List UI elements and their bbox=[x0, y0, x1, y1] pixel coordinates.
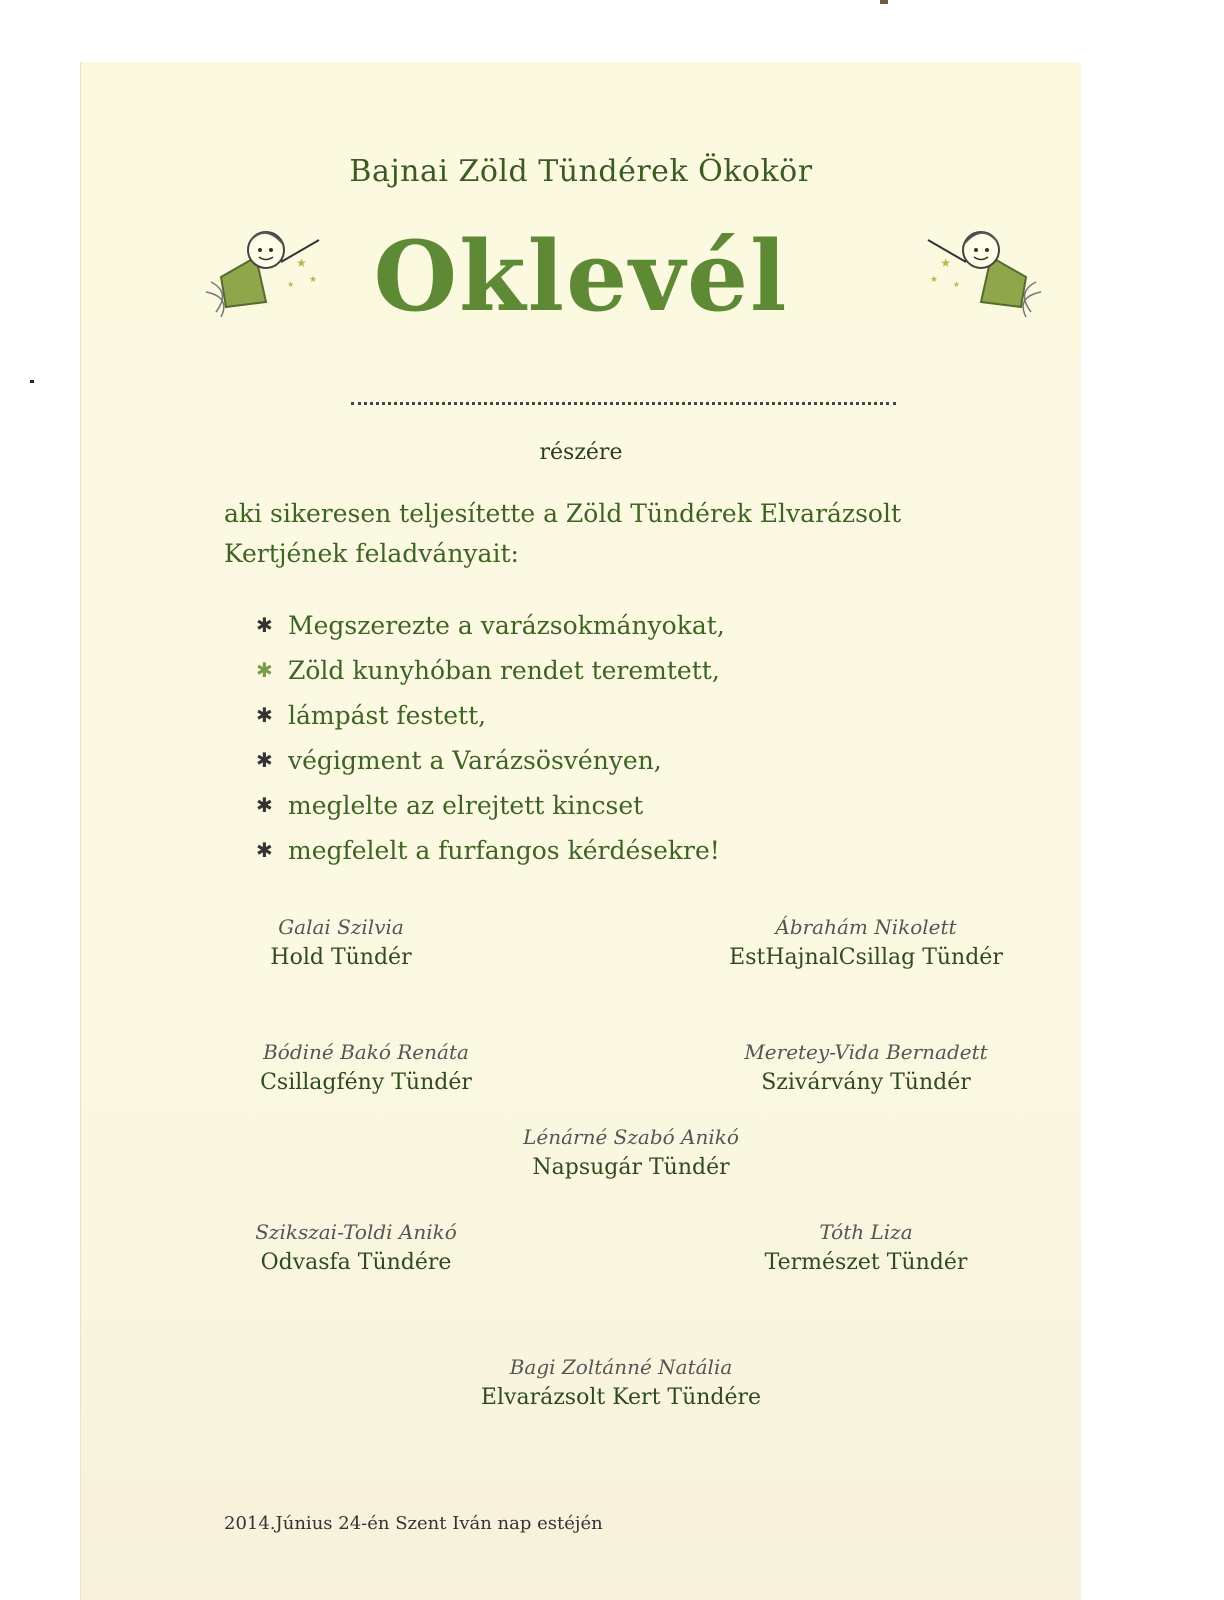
signer-role: Természet Tündér bbox=[764, 1250, 968, 1275]
signer-role: EstHajnalCsillag Tündér bbox=[729, 945, 1003, 970]
asterisk-icon: ✱ bbox=[256, 838, 273, 862]
certificate-sheet bbox=[80, 62, 1081, 1600]
list-item: ✱ Megszerezte a varázsokmányokat, bbox=[256, 603, 956, 648]
asterisk-icon: ✱ bbox=[256, 748, 273, 772]
task-list bbox=[256, 603, 956, 873]
handwritten-signature: Galai Szilvia bbox=[278, 915, 404, 939]
handwritten-signature: Lénárné Szabó Anikó bbox=[523, 1125, 739, 1149]
recipient-name-line bbox=[351, 402, 896, 405]
svg-text:★: ★ bbox=[940, 256, 951, 270]
signer-role: Hold Tündér bbox=[270, 945, 412, 970]
signature-block bbox=[216, 1037, 516, 1099]
signature-block bbox=[456, 1352, 786, 1414]
svg-text:★: ★ bbox=[309, 275, 318, 285]
list-item: ✱ végigment a Varázsösvényen, bbox=[256, 738, 956, 783]
signature-block bbox=[711, 1037, 1021, 1099]
svg-text:★: ★ bbox=[952, 280, 960, 289]
handwritten-signature: Bódiné Bakó Renáta bbox=[263, 1040, 469, 1064]
date-line: 2014.Június 24-én Szent Iván nap estéjén bbox=[224, 1513, 603, 1534]
svg-text:★: ★ bbox=[929, 275, 938, 285]
svg-text:★: ★ bbox=[296, 256, 307, 270]
signer-role: Csillagfény Tündér bbox=[260, 1070, 472, 1095]
signature-block bbox=[481, 1122, 781, 1184]
recipient-label: részére bbox=[539, 440, 623, 465]
signature-block bbox=[211, 1217, 501, 1279]
scan-speck bbox=[30, 380, 34, 383]
handwritten-signature: Bagi Zoltánné Natália bbox=[509, 1355, 733, 1379]
asterisk-icon: ✱ bbox=[256, 703, 273, 727]
signer-role: Szivárvány Tündér bbox=[761, 1070, 971, 1095]
handwritten-signature: Szikszai-Toldi Anikó bbox=[255, 1220, 457, 1244]
scan-speck bbox=[880, 0, 888, 4]
certificate-title: Oklevél bbox=[373, 220, 789, 333]
asterisk-icon: ✱ bbox=[256, 658, 273, 682]
list-item: ✱ lámpást festett, bbox=[256, 693, 956, 738]
handwritten-signature: Meretey-Vida Bernadett bbox=[744, 1040, 988, 1064]
signature-block bbox=[696, 912, 1036, 974]
list-item: ✱ Zöld kunyhóban rendet teremtett, bbox=[256, 648, 956, 693]
intro-text: aki sikeresen teljesítette a Zöld Tündérek Elvarázsolt Kertjének feladványait: bbox=[224, 499, 902, 568]
organization-name: Bajnai Zöld Tündérek Ökokör bbox=[349, 154, 813, 189]
signature-block bbox=[726, 1217, 1006, 1279]
asterisk-icon: ✱ bbox=[256, 793, 273, 817]
signer-role: Odvasfa Tündére bbox=[260, 1250, 452, 1275]
handwritten-signature: Ábrahám Nikolett bbox=[775, 915, 957, 939]
handwritten-signature: Tóth Liza bbox=[819, 1220, 913, 1244]
list-item: ✱ meglelte az elrejtett kincset bbox=[256, 783, 956, 828]
signature-block bbox=[211, 912, 471, 974]
asterisk-icon: ✱ bbox=[256, 613, 273, 637]
signer-role: Elvarázsolt Kert Tündére bbox=[480, 1385, 762, 1410]
signer-role: Napsugár Tündér bbox=[532, 1155, 730, 1180]
svg-text:★: ★ bbox=[287, 280, 295, 289]
list-item: ✱ megfelelt a furfangos kérdésekre! bbox=[256, 828, 956, 873]
